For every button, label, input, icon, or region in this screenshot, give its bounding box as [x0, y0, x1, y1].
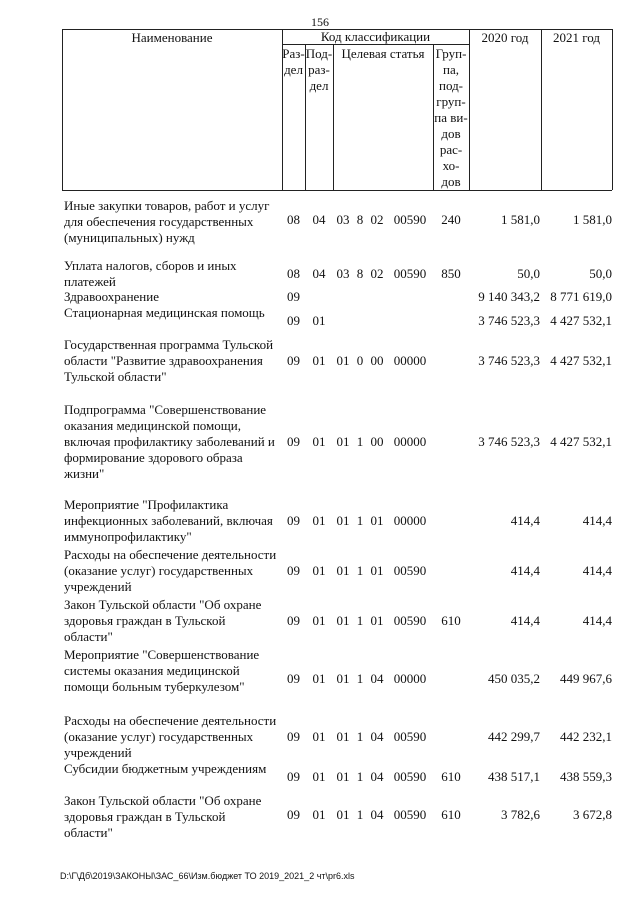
cell-v2021: 4 427 532,1 [550, 434, 612, 449]
cell-vr: 610 [441, 769, 461, 784]
cell-v2021: 442 232,1 [560, 729, 612, 744]
cell-t3: 00 [370, 353, 384, 368]
header-2020: 2020 год [481, 30, 529, 45]
cell-t2: 1 [356, 769, 364, 784]
cell-t2: 1 [356, 563, 364, 578]
cell-v2021: 1 581,0 [573, 212, 612, 227]
header-code-group: Код классификации [320, 29, 431, 44]
row-name-line: Иные закупки товаров, работ и услуг [64, 198, 270, 213]
header-line: Под- [305, 46, 333, 61]
row-name-line: Мероприятие "Совершенствование [64, 647, 260, 662]
cell-v2020: 3 782,6 [501, 807, 540, 822]
row-name-line: Государственная программа Тульской [64, 337, 274, 352]
cell-vr: 850 [441, 266, 461, 281]
cell-t1: 01 [336, 807, 350, 822]
cell-rz: 09 [287, 563, 300, 578]
row-name [64, 597, 280, 645]
row-name-line: области "Развитие здравоохранения [64, 353, 263, 368]
row-name-line: учреждений [64, 745, 132, 760]
header-line: рас- [439, 142, 463, 157]
cell-v2021: 414,4 [582, 513, 612, 528]
row-name [64, 402, 280, 482]
row-name-line: системы оказания медицинской [64, 663, 240, 678]
cell-v2020: 442 299,7 [488, 729, 540, 744]
cell-t1: 03 [336, 212, 350, 227]
header-line: дел [309, 78, 329, 93]
row-name-line: Закон Тульской области "Об охране [64, 793, 262, 808]
cell-t4: 00590 [393, 807, 427, 822]
row-name-line: жизни" [64, 466, 105, 481]
cell-t3: 02 [370, 266, 384, 281]
cell-rz: 09 [287, 769, 300, 784]
cell-t3: 01 [370, 613, 384, 628]
row-name [64, 289, 280, 305]
cell-v2021: 414,4 [582, 563, 612, 578]
cell-pr: 01 [312, 807, 326, 822]
cell-v2020: 3 746 523,3 [478, 313, 540, 328]
cell-pr: 01 [312, 434, 326, 449]
row-name-line: платежей [64, 274, 116, 289]
cell-v2021: 438 559,3 [560, 769, 612, 784]
cell-v2020: 3 746 523,3 [478, 434, 540, 449]
cell-v2020: 414,4 [510, 563, 540, 578]
row-name-line: Расходы на обеспечение деятельности [64, 547, 277, 562]
header-section [282, 46, 305, 78]
row-name-line: (оказание услуг) государственных [64, 563, 254, 578]
row-name-line: области" [64, 825, 113, 840]
cell-rz: 09 [287, 434, 300, 449]
row-name-line: инфекционных заболеваний, включая [64, 513, 273, 528]
row-name-line: Расходы на обеспечение деятельности [64, 713, 277, 728]
cell-pr: 01 [312, 313, 326, 328]
row-name-line: Закон Тульской области "Об охране [64, 597, 262, 612]
row-name [64, 497, 280, 545]
row-name [64, 793, 280, 841]
cell-rz: 09 [287, 513, 300, 528]
cell-pr: 01 [312, 563, 326, 578]
cell-pr: 04 [312, 266, 326, 281]
cell-v2021: 414,4 [582, 613, 612, 628]
cell-t3: 04 [370, 769, 384, 784]
cell-v2020: 414,4 [510, 613, 540, 628]
cell-t3: 04 [370, 671, 384, 686]
cell-t4: 00000 [393, 434, 427, 449]
row-name-line: Тульской области" [64, 369, 167, 384]
cell-t2: 0 [356, 353, 364, 368]
cell-pr: 01 [312, 513, 326, 528]
cell-t1: 01 [336, 434, 350, 449]
header-line: дов [441, 174, 461, 189]
row-name [64, 198, 280, 246]
cell-t2: 8 [356, 212, 364, 227]
cell-rz: 09 [287, 289, 300, 304]
cell-pr: 01 [312, 769, 326, 784]
footer-file-path: D:\Г\Дб\2019\ЗАКОНЫ\ЗАС_66\Изм.бюджет ТО 2019_2021_2 чт\pr6.xls [60, 871, 355, 881]
row-name-line: Стационарная медицинская помощь [64, 305, 265, 320]
cell-t1: 01 [336, 513, 350, 528]
row-name-line: Уплата налогов, сборов и иных [64, 258, 237, 273]
row-name [64, 337, 280, 385]
cell-t4: 00590 [393, 769, 427, 784]
row-name-line: области" [64, 629, 113, 644]
cell-v2020: 50,0 [517, 266, 540, 281]
cell-t3: 01 [370, 563, 384, 578]
header-line: под- [438, 78, 464, 93]
cell-t3: 00 [370, 434, 384, 449]
cell-rz: 09 [287, 353, 300, 368]
cell-t3: 02 [370, 212, 384, 227]
header-expense-group [433, 46, 469, 190]
header-line: груп- [436, 94, 466, 109]
cell-t4: 00000 [393, 513, 427, 528]
row-name [64, 713, 280, 761]
cell-v2021: 50,0 [589, 266, 612, 281]
header-subsection [305, 46, 333, 94]
row-name-line: помощи больным туберкулезом" [64, 679, 245, 694]
row-name-line: здоровья граждан в Тульской [64, 809, 226, 824]
cell-v2020: 3 746 523,3 [478, 353, 540, 368]
cell-t1: 01 [336, 671, 350, 686]
cell-t1: 01 [336, 563, 350, 578]
cell-t3: 01 [370, 513, 384, 528]
cell-t1: 01 [336, 613, 350, 628]
header-line: раз- [308, 62, 330, 77]
cell-t4: 00000 [393, 353, 427, 368]
cell-rz: 09 [287, 313, 300, 328]
cell-v2020: 438 517,1 [488, 769, 540, 784]
cell-rz: 09 [287, 671, 300, 686]
cell-t1: 01 [336, 769, 350, 784]
cell-v2020: 9 140 343,2 [478, 289, 540, 304]
page-number: 156 [311, 15, 329, 29]
cell-vr: 610 [441, 807, 461, 822]
cell-t1: 01 [336, 729, 350, 744]
header-line: Груп- [435, 46, 467, 61]
row-name [64, 305, 280, 321]
header-line: хо- [442, 158, 460, 173]
cell-rz: 09 [287, 807, 300, 822]
cell-t4: 00590 [393, 729, 427, 744]
row-name-line: иммунопрофилактику" [64, 529, 192, 544]
row-name-line: учреждений [64, 579, 132, 594]
row-name-line: (муниципальных) нужд [64, 230, 195, 245]
cell-pr: 04 [312, 212, 326, 227]
cell-t4: 00590 [393, 212, 427, 227]
cell-v2021: 4 427 532,1 [550, 313, 612, 328]
cell-pr: 01 [312, 671, 326, 686]
row-name-line: Мероприятие "Профилактика [64, 497, 229, 512]
cell-t2: 1 [356, 729, 364, 744]
cell-rz: 08 [287, 266, 300, 281]
cell-v2020: 414,4 [510, 513, 540, 528]
cell-t2: 1 [356, 613, 364, 628]
cell-t2: 1 [356, 671, 364, 686]
cell-v2021: 449 967,6 [560, 671, 612, 686]
row-name [64, 547, 280, 595]
header-2021: 2021 год [553, 30, 600, 45]
cell-t4: 00590 [393, 613, 427, 628]
cell-t4: 00590 [393, 563, 427, 578]
header-target-article: Целевая статья [341, 46, 425, 61]
header-name: Наименование [131, 30, 213, 45]
cell-t2: 8 [356, 266, 364, 281]
row-name-line: Субсидии бюджетным учреждениям [64, 761, 267, 776]
row-name-line: (оказание услуг) государственных [64, 729, 254, 744]
cell-v2021: 4 427 532,1 [550, 353, 612, 368]
cell-t3: 04 [370, 807, 384, 822]
header-line: па ви- [434, 110, 468, 125]
row-name-line: здоровья граждан в Тульской [64, 613, 226, 628]
header-line: па, [443, 62, 459, 77]
cell-t4: 00590 [393, 266, 427, 281]
cell-t2: 1 [356, 434, 364, 449]
cell-v2021: 3 672,8 [573, 807, 612, 822]
cell-t2: 1 [356, 513, 364, 528]
row-name-line: для обеспечения государственных [64, 214, 254, 229]
header-line: дов [441, 126, 461, 141]
header-line: Раз- [282, 46, 305, 61]
cell-rz: 09 [287, 729, 300, 744]
row-name [64, 761, 280, 777]
cell-t3: 04 [370, 729, 384, 744]
cell-pr: 01 [312, 613, 326, 628]
cell-vr: 240 [441, 212, 461, 227]
row-name-line: Здравоохранение [64, 289, 159, 304]
row-name-line: Подпрограмма "Совершенствование [64, 402, 267, 417]
cell-t4: 00000 [393, 671, 427, 686]
cell-t1: 03 [336, 266, 350, 281]
cell-rz: 08 [287, 212, 300, 227]
cell-v2020: 1 581,0 [501, 212, 540, 227]
cell-v2020: 450 035,2 [488, 671, 540, 686]
cell-pr: 01 [312, 353, 326, 368]
row-name-line: включая профилактику заболеваний и [64, 434, 275, 449]
row-name [64, 258, 280, 290]
cell-rz: 09 [287, 613, 300, 628]
row-name-line: формирование здорового образа [64, 450, 243, 465]
cell-pr: 01 [312, 729, 326, 744]
cell-vr: 610 [441, 613, 461, 628]
cell-t2: 1 [356, 807, 364, 822]
cell-t1: 01 [336, 353, 350, 368]
row-name [64, 647, 280, 695]
row-name-line: оказания медицинской помощи, [64, 418, 241, 433]
header-line: дел [284, 62, 303, 77]
cell-v2021: 8 771 619,0 [550, 289, 612, 304]
